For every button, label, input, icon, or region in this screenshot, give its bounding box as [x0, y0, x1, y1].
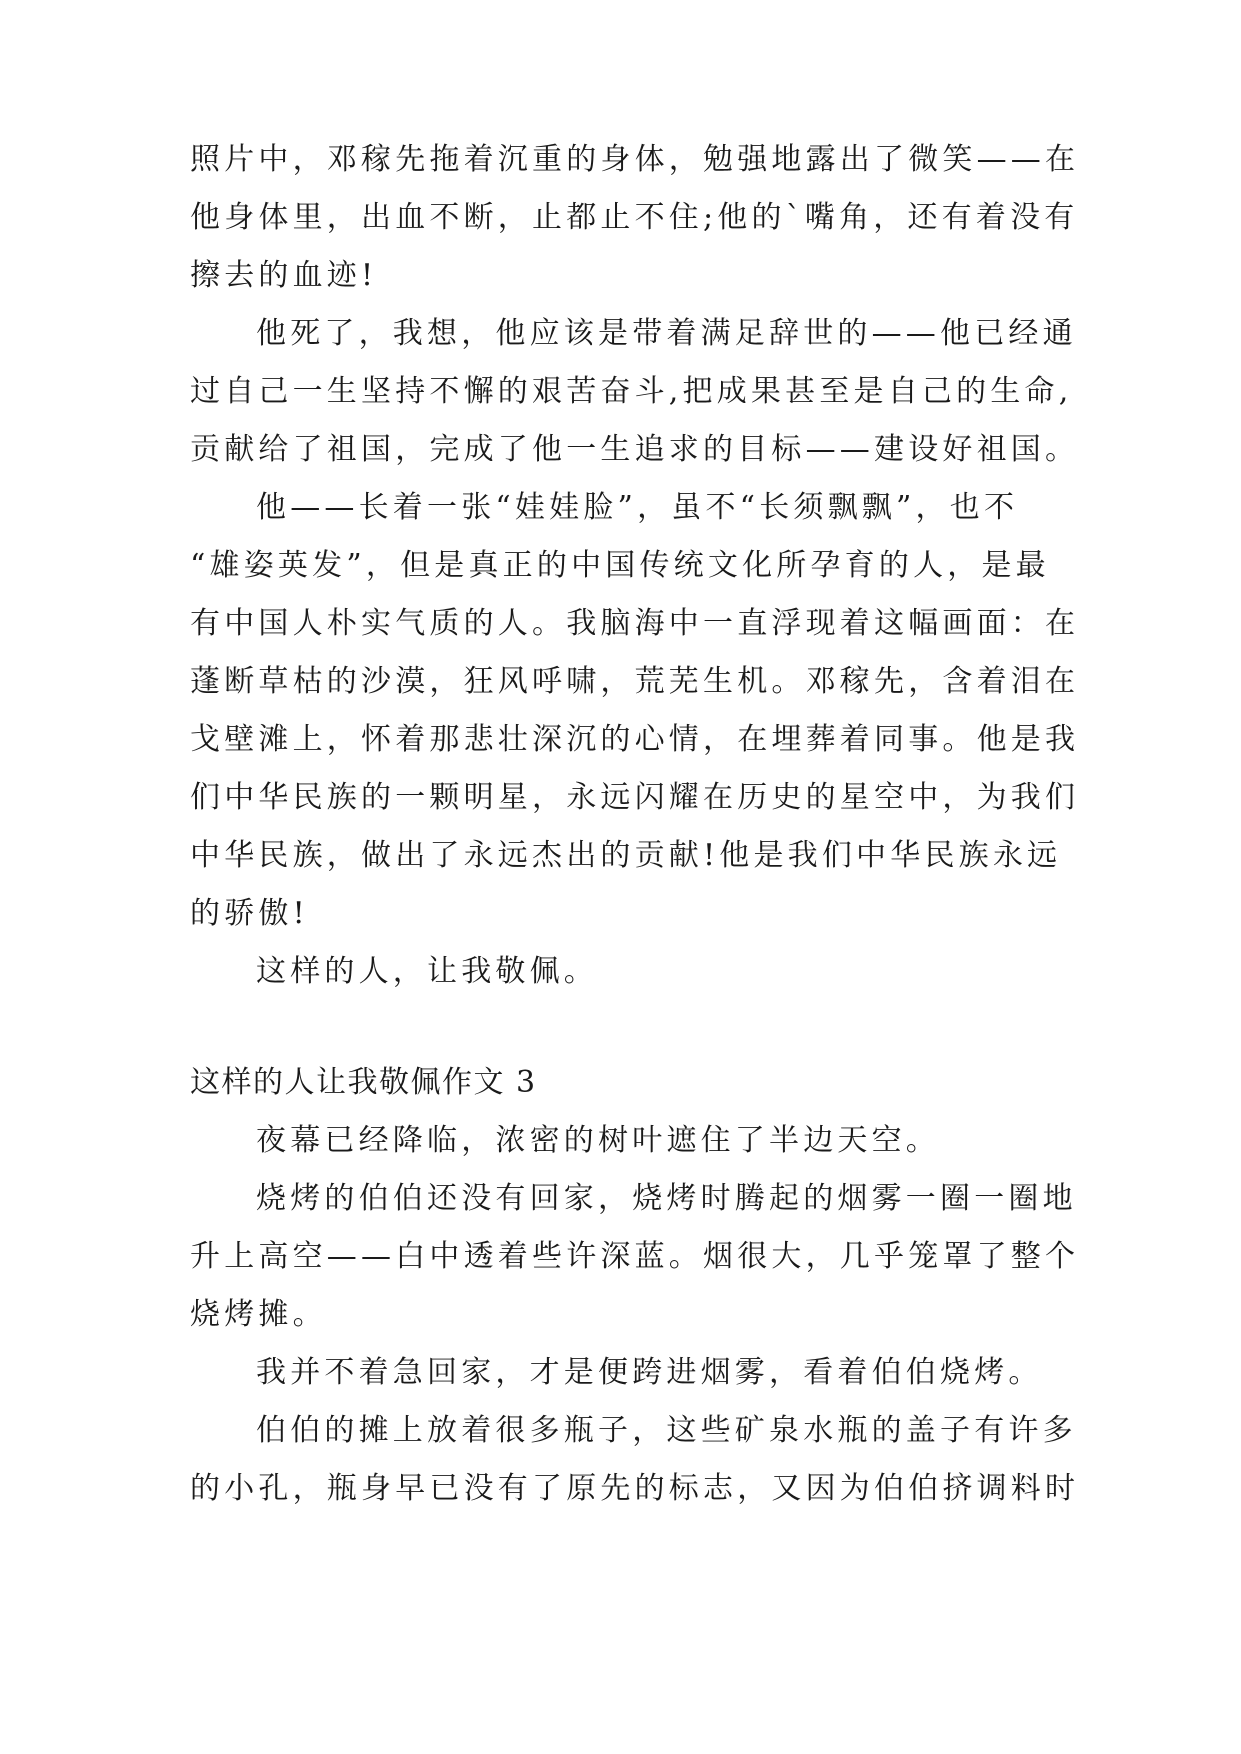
- paragraph-line: 伯伯的摊上放着很多瓶子，这些矿泉水瓶的盖子有许多: [256, 1413, 1077, 1448]
- paragraph-line: 夜幕已经降临，浓密的树叶遮住了半边天空。: [256, 1123, 940, 1158]
- paragraph-line: “雄姿英发”，但是真正的中国传统文化所孕育的人，是最: [190, 548, 1050, 583]
- paragraph-line: 这样的人，让我敬佩。: [256, 954, 598, 989]
- paragraph-line: 过自己一生坚持不懈的艰苦奋斗,把成果甚至是自己的生命,: [190, 374, 1073, 409]
- paragraph-line: 中华民族，做出了永远杰出的贡献!他是我们中华民族永远: [190, 838, 1062, 873]
- paragraph-line: 他死了，我想，他应该是带着满足辞世的——他已经通: [256, 316, 1077, 351]
- paragraph-line: 烧烤摊。: [190, 1297, 327, 1332]
- paragraph-line: 们中华民族的一颗明星，永远闪耀在历史的星空中，为我们: [190, 780, 1080, 815]
- paragraph-line: 我并不着急回家，才是便跨进烟雾，看着伯伯烧烤。: [256, 1355, 1043, 1390]
- paragraph-line: 他——长着一张“娃娃脸”，虽不“长须飘飘”，也不: [256, 490, 1019, 525]
- paragraph-line: 戈壁滩上，怀着那悲壮深沉的心情，在埋葬着同事。他是我: [190, 722, 1080, 757]
- paragraph-line: 蓬断草枯的沙漠，狂风呼啸，荒芜生机。邓稼先，含着泪在: [190, 664, 1080, 699]
- paragraph-line: 升上高空——白中透着些许深蓝。烟很大，几乎笼罩了整个: [190, 1239, 1080, 1274]
- paragraph-line: 擦去的血迹!: [190, 258, 378, 293]
- paragraph-line: 贡献给了祖国，完成了他一生追求的目标——建设好祖国。: [190, 432, 1080, 467]
- paragraph-line: 的小孔，瓶身早已没有了原先的标志，又因为伯伯挤调料时: [190, 1471, 1080, 1506]
- paragraph-line: 照片中，邓稼先拖着沉重的身体，勉强地露出了微笑——在: [190, 142, 1080, 177]
- paragraph-line: 他身体里，出血不断，止都止不住;他的`嘴角，还有着没有: [190, 200, 1079, 235]
- paragraph-line: 烧烤的伯伯还没有回家，烧烤时腾起的烟雾一圈一圈地: [256, 1181, 1077, 1216]
- paragraph-line: 有中国人朴实气质的人。我脑海中一直浮现着这幅画面：在: [190, 606, 1080, 641]
- section-heading: 这样的人让我敬佩作文 3: [190, 1065, 537, 1100]
- paragraph-line: 的骄傲!: [190, 896, 309, 931]
